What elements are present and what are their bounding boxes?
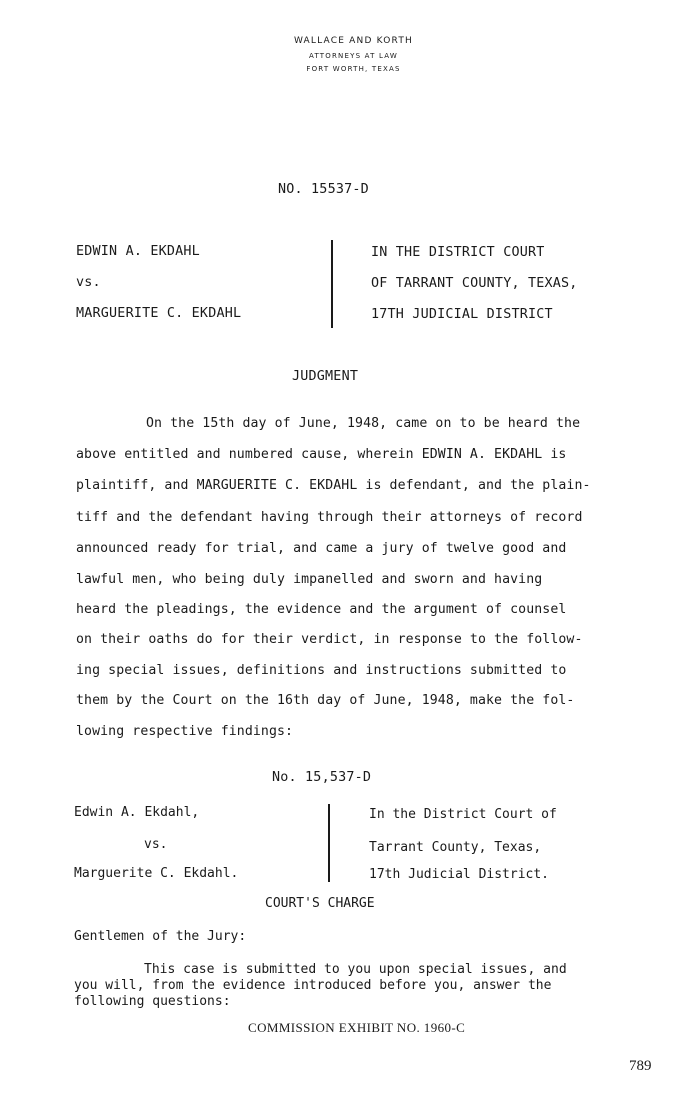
charge-body-line: following questions: <box>74 994 231 1009</box>
letterhead-firm-name: WALLACE AND KORTH <box>293 36 414 46</box>
judgment-body-line: announced ready for trial, and came a jury of twelve good and <box>76 541 567 556</box>
judgment-plaintiff: EDWIN A. EKDAHL <box>76 244 200 259</box>
charge-body-line: This case is submitted to you upon special issues, and <box>144 962 567 977</box>
page-number: 789 <box>629 1058 652 1074</box>
judgment-court: IN THE DISTRICT COURT <box>371 245 545 260</box>
judgment-case-number: NO. 15537-D <box>278 182 369 197</box>
judgment-county: OF TARRANT COUNTY, TEXAS, <box>371 276 578 291</box>
commission-exhibit-label: COMMISSION EXHIBIT NO. 1960-C <box>248 1020 466 1035</box>
judgment-body-line: tiff and the defendant having through their attorneys of record <box>76 510 583 525</box>
judgment-heading: JUDGMENT <box>292 369 359 384</box>
charge-versus: vs. <box>144 837 168 852</box>
judgment-versus: vs. <box>76 275 101 290</box>
judgment-body-line: heard the pleadings, the evidence and the argument of counsel <box>76 602 567 617</box>
charge-county: Tarrant County, Texas, <box>369 840 542 855</box>
judgment-body-line: on their oaths do for their verdict, in response to the follow- <box>76 632 583 647</box>
judgment-body-line: ing special issues, definitions and instructions submitted to <box>76 663 567 678</box>
judgment-body-line: plaintiff, and MARGUERITE C. EKDAHL is defendant, and the plain- <box>76 478 591 493</box>
letterhead-location: FORT WORTH, TEXAS <box>306 65 401 73</box>
judgment-body-line: them by the Court on the 16th day of June, 1948, make the fol- <box>76 693 575 708</box>
judgment-defendant: MARGUERITE C. EKDAHL <box>76 306 242 321</box>
charge-heading: COURT'S CHARGE <box>265 896 375 911</box>
charge-district: 17th Judicial District. <box>369 867 550 882</box>
judgment-body-line: lawful men, who being duly impanelled and sworn and having <box>76 572 543 587</box>
judgment-district: 17TH JUDICIAL DISTRICT <box>371 307 553 322</box>
charge-caption-divider <box>328 804 330 882</box>
charge-defendant: Marguerite C. Ekdahl. <box>74 866 239 881</box>
judgment-caption-divider <box>331 240 333 328</box>
judgment-body-line: lowing respective findings: <box>76 724 294 739</box>
charge-salutation: Gentlemen of the Jury: <box>74 929 247 944</box>
letterhead-title: ATTORNEYS AT LAW <box>309 52 398 60</box>
charge-case-number: No. 15,537-D <box>272 770 372 785</box>
charge-body-line: you will, from the evidence introduced before you, answer the <box>74 978 552 993</box>
judgment-body-line: On the 15th day of June, 1948, came on to be heard the <box>146 416 581 431</box>
judgment-body-line: above entitled and numbered cause, wherein EDWIN A. EKDAHL is <box>76 447 567 462</box>
charge-plaintiff: Edwin A. Ekdahl, <box>74 805 200 820</box>
charge-court: In the District Court of <box>369 807 557 822</box>
